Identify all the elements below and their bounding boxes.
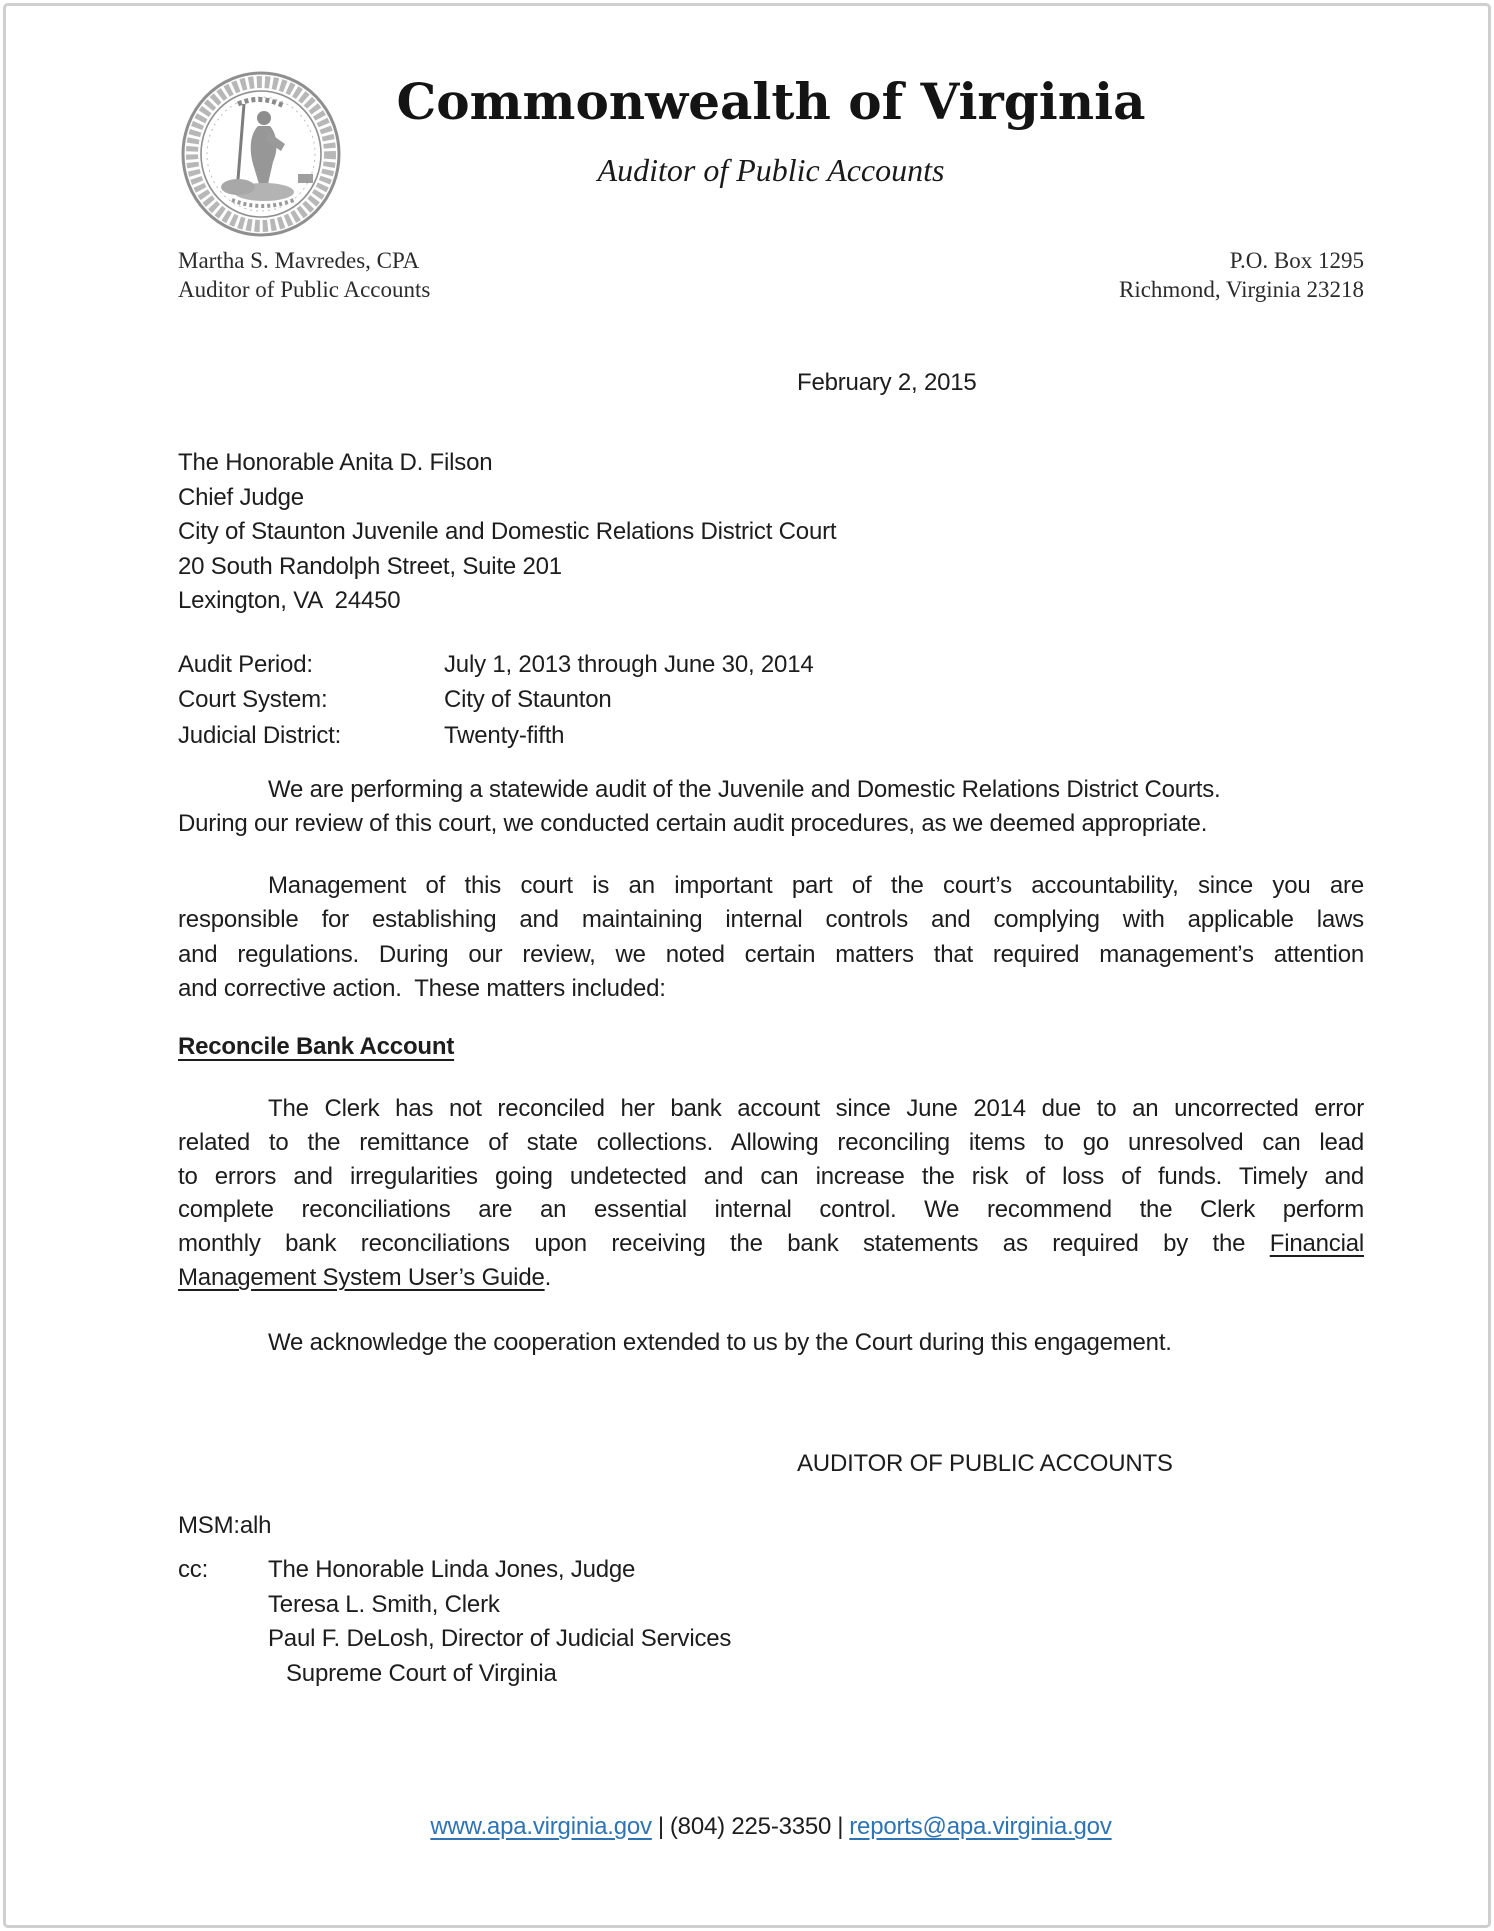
- paragraph-acknowledgement-line: We acknowledge the cooperation extended to us by the Court during this engagement.: [268, 1329, 1172, 1356]
- paragraph-management: [178, 869, 1364, 1006]
- recipient-title: Chief Judge: [178, 483, 304, 511]
- guide-reference-underline: Management System User’s Guide: [178, 1263, 545, 1291]
- finding-line5-text: monthly bank reconciliations upon receiving the bank statements as required by the: [178, 1230, 1270, 1258]
- audit-period-row: [178, 647, 1364, 682]
- paragraph-intro-line: During our review of this court, we conducted certain audit procedures, as we deemed appropriate.: [178, 810, 1208, 837]
- paragraph-management-line: responsible for establishing and maintaining internal controls and complying with applicable laws: [178, 906, 1364, 934]
- city-state-zip-line: Richmond, Virginia 23218: [1118, 277, 1364, 302]
- cc-name: Teresa L. Smith, Clerk: [268, 1590, 500, 1618]
- paragraph-finding-line: related to the remittance of state collections. Allowing reconciling items to go unresolved can lead: [178, 1128, 1364, 1156]
- paragraph-acknowledgement: [178, 1326, 1364, 1360]
- letter-content: [178, 0, 1364, 1931]
- cc-name: Supreme Court of Virginia: [286, 1660, 557, 1688]
- paragraph-management-line: and corrective action. These matters included:: [178, 974, 666, 1002]
- phone-number: (804) 225-3350: [669, 1813, 832, 1840]
- audit-info-block: [178, 647, 1364, 753]
- recipient-city: Lexington, VA 24450: [178, 587, 401, 615]
- audit-period-label: Audit Period:: [178, 651, 313, 678]
- letterhead-official-block: [178, 246, 430, 304]
- guide-reference-underline: Financial: [1269, 1230, 1364, 1258]
- cc-name: Paul F. DeLosh, Director of Judicial Services: [268, 1625, 732, 1653]
- audit-period-value: July 1, 2013 through June 30, 2014: [444, 651, 814, 678]
- recipient-address-block: [178, 446, 1364, 619]
- court-system-row: [178, 682, 1364, 717]
- recipient-court: City of Staunton Juvenile and Domestic Relations District Court: [178, 518, 837, 546]
- reference-initials: MSM:alh: [178, 1512, 272, 1539]
- cc-block: [178, 1553, 1364, 1692]
- paragraph-finding: [178, 1092, 1364, 1295]
- paragraph-finding-line: [178, 1227, 1364, 1261]
- letterhead-org-title: Commonwealth of Virginia: [396, 72, 1146, 131]
- paragraph-finding-line: [178, 1261, 1364, 1295]
- paragraph-management-line: Management of this court is an important part of the court’s accountability, since you are: [268, 872, 1364, 899]
- footer-contact-bar: [178, 1810, 1364, 1844]
- official-title: Auditor of Public Accounts: [178, 277, 431, 302]
- paragraph-management-line: and regulations. During our review, we noted certain matters that required management’s attention: [178, 940, 1364, 968]
- letterhead-org-subtitle: Auditor of Public Accounts: [597, 152, 945, 188]
- judicial-district-row: [178, 718, 1364, 753]
- cc-names: [268, 1553, 731, 1692]
- signature-org: AUDITOR OF PUBLIC ACCOUNTS: [797, 1450, 1173, 1477]
- cc-label: cc:: [178, 1556, 209, 1583]
- letterhead-address-block: [1119, 246, 1364, 304]
- paragraph-intro-line: We are performing a statewide audit of the Juvenile and Domestic Relations District Courts.: [268, 776, 1221, 803]
- official-name: Martha S. Mavredes, CPA: [178, 248, 420, 273]
- website-link[interactable]: www.apa.virginia.gov: [430, 1813, 652, 1840]
- court-system-value: City of Staunton: [444, 686, 612, 714]
- finding-heading: Reconcile Bank Account: [178, 1033, 455, 1060]
- court-system-label: Court System:: [178, 686, 328, 714]
- paragraph-finding-line: The Clerk has not reconciled her bank account since June 2014 due to an uncorrected error: [268, 1095, 1364, 1122]
- po-box-line: P.O. Box 1295: [1229, 248, 1364, 273]
- judicial-district-value: Twenty-fifth: [444, 721, 565, 749]
- paragraph-finding-line: to errors and irregularities going undetected and can increase the risk of loss of funds. Timely and: [178, 1162, 1364, 1190]
- cc-name: The Honorable Linda Jones, Judge: [268, 1556, 636, 1583]
- recipient-street: 20 South Randolph Street, Suite 201: [178, 552, 562, 580]
- paragraph-finding-line: complete reconciliations are an essential internal control. We recommend the Clerk perform: [178, 1196, 1364, 1224]
- recipient-name: The Honorable Anita D. Filson: [178, 449, 493, 476]
- email-link[interactable]: reports@apa.virginia.gov: [849, 1813, 1112, 1840]
- finding-line6-period: .: [544, 1263, 552, 1291]
- paragraph-intro: [178, 773, 1364, 841]
- judicial-district-label: Judicial District:: [178, 721, 342, 749]
- letter-date: February 2, 2015: [797, 369, 977, 396]
- footer-separator: |: [657, 1813, 664, 1840]
- footer-separator: |: [837, 1813, 844, 1840]
